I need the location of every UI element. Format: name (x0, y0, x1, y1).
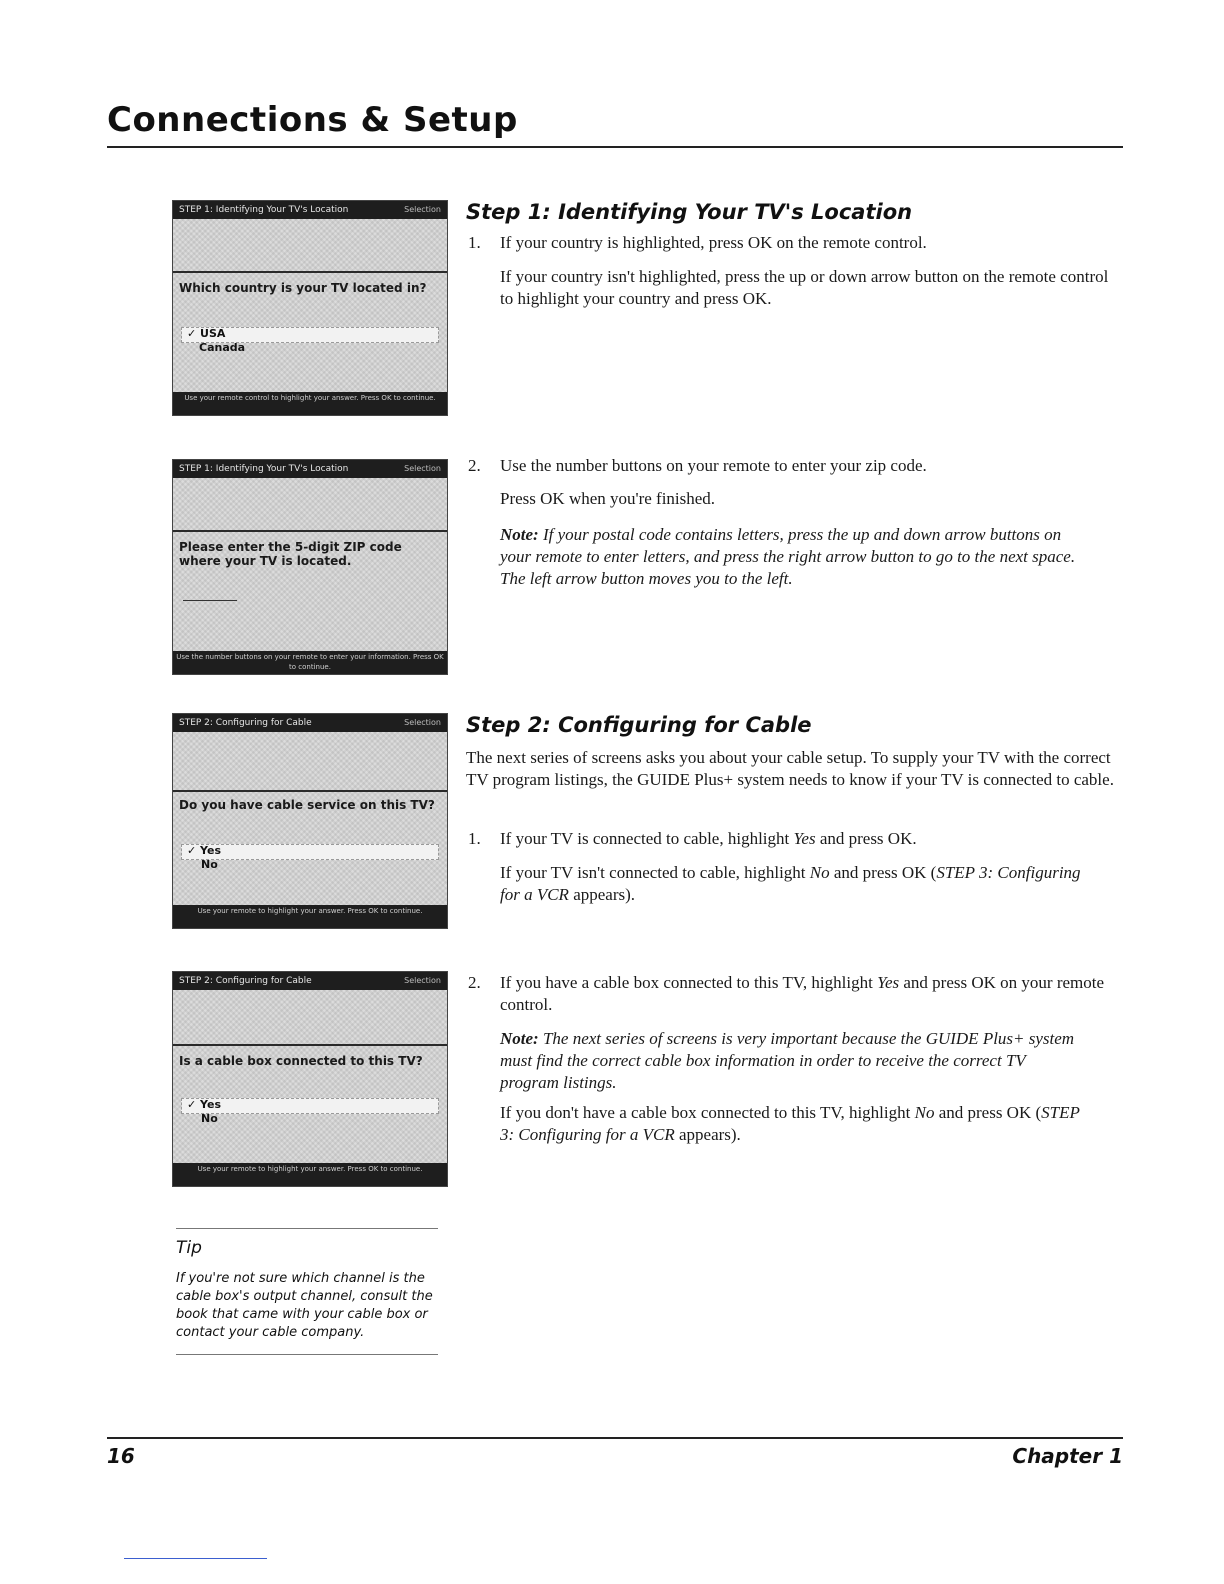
step1-item1-subtext: If your country isn't highlighted, press the up or down arrow button on the remote control to highlight your country and press OK. (500, 267, 1109, 308)
screen-divider (173, 271, 447, 273)
text-run: If you have a cable box connected to this TV, highlight (500, 973, 878, 992)
screen-question: Is a cable box connected to this TV? (179, 1054, 423, 1068)
option-no: No (201, 1112, 218, 1125)
scan-mark-line (124, 1558, 267, 1559)
text-run: appears). (568, 885, 636, 904)
screen-bar-right: Selection (404, 718, 441, 727)
screen-footer-bar: Use your remote to highlight your answer. Press OK to continue. (173, 1163, 447, 1186)
step1-item1-text: If your country is highlighted, press OK on the remote control. (500, 233, 927, 252)
step1-item1-number: 1. (468, 233, 481, 252)
header-rule (107, 146, 1123, 148)
note-label: Note: (500, 1029, 539, 1048)
screen-bar-right: Selection (404, 976, 441, 985)
step1-item2-text: Use the number buttons on your remote to enter your zip code. (500, 456, 927, 475)
note-text: If your postal code contains letters, press the up and down arrow buttons on your remote to enter letters, and press the right arrow button to go to the next space. The left arrow button moves you to the left. (500, 525, 1076, 588)
tip-body: If you're not sure which channel is the cable box's output channel, consult the book that came with your cable box or contact your cable company. (176, 1271, 433, 1340)
tv-screen-cable-box (172, 971, 448, 1187)
option-canada: Canada (199, 341, 246, 354)
option-emphasis: No (809, 863, 830, 882)
option-usa: ✓ USA (187, 327, 226, 340)
step1-note (500, 524, 1085, 590)
screen-title-bar (173, 201, 447, 219)
screen-question: Do you have cable service on this TV? (179, 798, 435, 812)
footer-rule (107, 1437, 1123, 1439)
screen-title: STEP 1: Identifying Your TV's Location (179, 464, 349, 474)
page-number: 16 (107, 1444, 135, 1468)
step2-item1-subtext (500, 862, 1100, 906)
text-run: and press OK on your remote control. (500, 973, 1105, 1014)
tip-title: Tip (176, 1238, 202, 1258)
tv-screen-zip (172, 459, 448, 675)
screen-divider (173, 530, 447, 532)
screen-divider (173, 790, 447, 792)
screen-title: STEP 2: Configuring for Cable (179, 976, 312, 986)
step-reference: STEP 3: Configuring for a VCR (500, 1103, 1080, 1144)
tv-screen-country (172, 200, 448, 416)
screen-bar-right: Selection (404, 205, 441, 214)
step2-item2-number: 2. (468, 973, 481, 992)
step2-intro: The next series of screens asks you about your cable setup. To supply your TV with the correct TV program listings, the GUIDE Plus+ system needs to know if your TV is connected to cable. (466, 748, 1114, 789)
text-run: and press OK. (815, 829, 917, 848)
text-run: If your TV is connected to cable, highlight (500, 829, 794, 848)
step2-item1-text (500, 828, 1120, 850)
step1-item2-subtext: Press OK when you're finished. (500, 489, 716, 508)
step2-heading: Step 2: Configuring for Cable (466, 713, 812, 737)
screen-question: Please enter the 5-digit ZIP code where your TV is located. (179, 540, 402, 568)
step-reference: STEP 3: Configuring for a VCR (500, 863, 1081, 904)
step1-heading: Step 1: Identifying Your TV's Location (466, 200, 913, 224)
screen-title-bar (173, 460, 447, 478)
tip-rule-bottom (176, 1354, 438, 1355)
screen-footer-bar: Use your remote control to highlight your answer. Press OK to continue. (173, 392, 447, 415)
page-header: Connections & Setup (107, 100, 518, 140)
screen-bar-right: Selection (404, 464, 441, 473)
step1-item2-number: 2. (468, 456, 481, 475)
screen-title: STEP 2: Configuring for Cable (179, 718, 312, 728)
step2-item1-number: 1. (468, 829, 481, 848)
chapter-label: Chapter 1 (1012, 1444, 1123, 1468)
option-emphasis: Yes (877, 973, 900, 992)
option-yes: ✓ Yes (187, 1098, 222, 1111)
screen-title-bar (173, 714, 447, 732)
screen-title: STEP 1: Identifying Your TV's Location (179, 205, 349, 215)
screen-footer-bar: Use the number buttons on your remote to enter your information. Press OK to continue. (173, 651, 447, 674)
note-label: Note: (500, 525, 539, 544)
screen-question: Which country is your TV located in? (179, 281, 427, 295)
screen-title-bar (173, 972, 447, 990)
zip-entry-line (183, 600, 237, 601)
text-run: If your TV isn't connected to cable, highlight (500, 863, 810, 882)
text-run: and press OK ( (829, 863, 937, 882)
text-run: and press OK ( (934, 1103, 1042, 1122)
note-text: The next series of screens is very important because the GUIDE Plus+ system must find the correct cable box information in order to receive the correct TV program listings. (500, 1029, 1075, 1092)
step2-note (500, 1028, 1075, 1094)
option-no: No (201, 858, 218, 871)
text-run: If you don't have a cable box connected to this TV, highlight (500, 1103, 915, 1122)
screen-footer-bar: Use your remote to highlight your answer. Press OK to continue. (173, 905, 447, 928)
step2-item2-text (500, 972, 1125, 1016)
option-emphasis: Yes (793, 829, 816, 848)
option-yes: ✓ Yes (187, 844, 222, 857)
option-emphasis: No (914, 1103, 935, 1122)
screen-divider (173, 1044, 447, 1046)
tv-screen-cable-service (172, 713, 448, 929)
tip-rule-top (176, 1228, 438, 1229)
text-run: appears). (674, 1125, 741, 1144)
step2-item2-subtext (500, 1102, 1080, 1146)
